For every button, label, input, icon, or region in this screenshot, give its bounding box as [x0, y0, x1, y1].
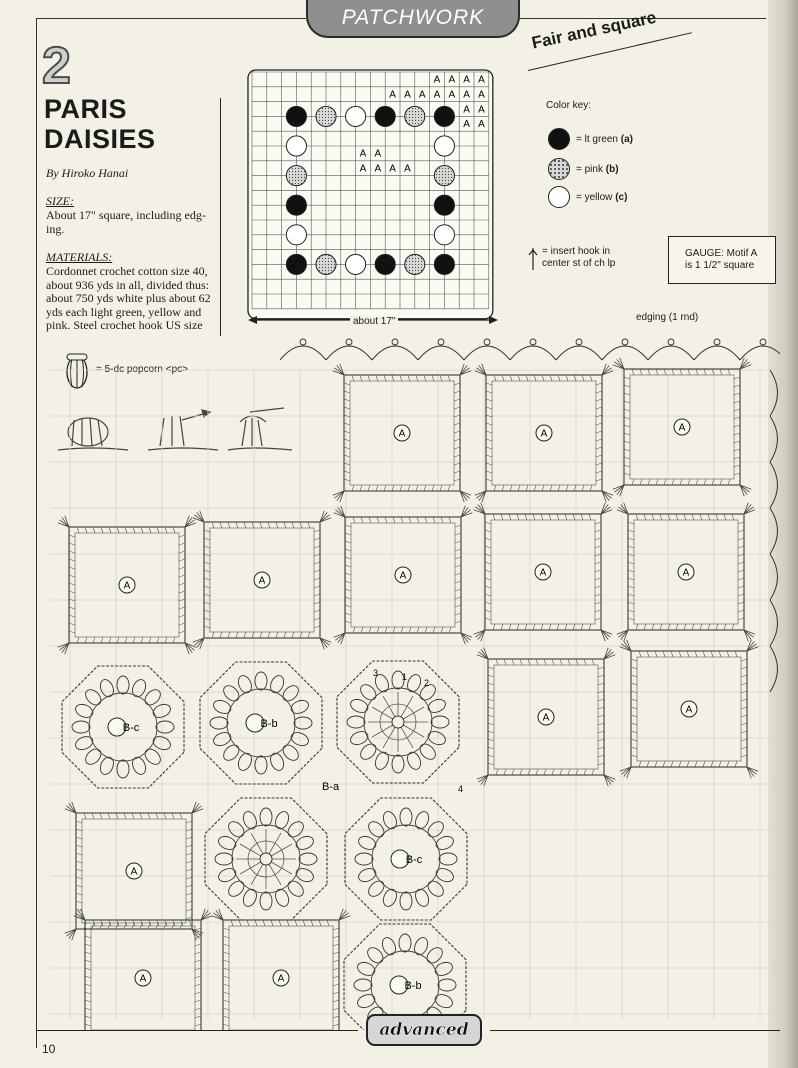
- diagram-stitch-lines: [50, 339, 780, 1020]
- color-key-item-a: [548, 128, 633, 150]
- motif-b-label: B-c: [122, 722, 140, 734]
- size-label: SIZE:: [46, 194, 74, 208]
- motif-a-label: A: [685, 704, 693, 716]
- chart-a-label: A: [463, 89, 470, 101]
- motif-a-frame: [212, 909, 350, 1030]
- placement-grid: [248, 70, 493, 319]
- chart-motif-c: [434, 225, 454, 245]
- footer-rule-left: [36, 1030, 358, 1031]
- motif-a-label: A: [540, 428, 548, 440]
- motif-a-label: A: [139, 973, 147, 985]
- gauge-box: [668, 236, 776, 284]
- color-key-text-a: = lt green: [576, 133, 618, 145]
- motif-a-label: A: [399, 570, 407, 582]
- placement-chart: [246, 68, 496, 330]
- chart-a-label: A: [478, 104, 485, 116]
- insert-hook-icon: [528, 246, 538, 272]
- chart-a-label: A: [463, 104, 470, 116]
- motif-b-flower: [205, 798, 327, 920]
- color-key-code-a: (a): [620, 133, 633, 145]
- color-key-item-c: [548, 186, 627, 208]
- chart-a-label: A: [374, 148, 382, 160]
- chart-motif-a: [286, 195, 306, 215]
- dimension-label: about 17": [350, 316, 398, 327]
- motif-a-label: A: [542, 712, 550, 724]
- motif-a-label: A: [678, 422, 686, 434]
- chart-motif-b: [286, 166, 306, 186]
- pattern-number: 2: [42, 37, 71, 95]
- chart-motif-c: [286, 225, 306, 245]
- motif-b-label: B-b: [260, 718, 278, 730]
- chart-motif-a: [434, 106, 454, 126]
- pattern-title: [44, 94, 156, 154]
- chart-a-label: A: [433, 74, 441, 86]
- motif-b-label: B-c: [405, 854, 423, 866]
- motif-b-a-label: B-a: [322, 781, 340, 793]
- chart-a-label: A: [374, 163, 382, 175]
- chart-a-label: A: [463, 119, 470, 131]
- pattern-title-line2: DAISIES: [44, 124, 156, 154]
- chart-motif-b: [405, 106, 425, 126]
- chart-motif-b: [316, 106, 336, 126]
- chart-a-label: A: [433, 89, 441, 101]
- round-number-label: 3: [373, 668, 379, 678]
- color-key-text-b: = pink: [576, 163, 603, 175]
- page-number: 10: [42, 1042, 56, 1056]
- materials-label: MATERIALS:: [46, 250, 113, 264]
- chart-motif-c: [434, 136, 454, 156]
- chart-motif-c: [286, 136, 306, 156]
- motif-a-label: A: [130, 866, 138, 878]
- round-number-label: 2: [424, 678, 430, 688]
- chart-a-label: A: [478, 119, 485, 131]
- insert-hook-note: [528, 246, 615, 272]
- column-divider: [220, 98, 221, 336]
- chart-motif-a: [286, 106, 306, 126]
- motif-b-label: B-b: [404, 980, 422, 992]
- chart-a-label: A: [359, 163, 367, 175]
- chart-motif-b: [405, 254, 425, 274]
- chart-motif-b: [316, 254, 336, 274]
- round-number-label: 1: [402, 672, 408, 682]
- designer-byline: By Hiroko Hanai: [46, 166, 129, 180]
- chart-a-label: A: [404, 163, 411, 175]
- section-banner: PATCHWORK: [306, 0, 520, 38]
- chart-a-label: A: [478, 74, 485, 86]
- motif-b-flower: [337, 661, 459, 783]
- insert-hook-line2: center st of ch lp: [542, 258, 616, 269]
- chart-a-label: A: [463, 74, 470, 86]
- motif-a-group: [58, 358, 758, 1030]
- motif-a-label: A: [123, 580, 131, 592]
- pattern-title-line1: PARIS: [44, 94, 128, 124]
- popcorn-legend-label: = 5-dc popcorn <pc>: [96, 364, 189, 375]
- round-number-label: 4: [458, 784, 464, 794]
- chart-a-label: A: [448, 89, 456, 101]
- header-rule-left: [36, 18, 306, 19]
- motif-a-frame: [74, 909, 212, 1030]
- motif-a-label: A: [682, 567, 690, 579]
- color-key-title: Color key:: [546, 100, 592, 111]
- motif-a-label: A: [277, 973, 285, 985]
- chart-a-label: A: [359, 148, 367, 160]
- chart-motif-c: [346, 106, 366, 126]
- materials-text: Cordonnet crochet cotton size 40, about 936 yds in all, divided thus: about 750 yds white plus about 62 yds each light green, yellow and pink. Steel crochet hook US size: [46, 264, 211, 332]
- section-subtitle: Fair and square: [530, 7, 658, 53]
- motif-a-label: A: [398, 428, 406, 440]
- color-key-text-c: = yellow: [576, 191, 613, 203]
- chart-a-label: A: [448, 74, 456, 86]
- footer-rule-right: [490, 1030, 780, 1031]
- green-swatch-icon: [548, 128, 570, 150]
- chart-a-label: A: [418, 89, 426, 101]
- gauge-line2: is 1 1/2" square: [685, 260, 755, 271]
- color-key-code-b: (b): [605, 163, 619, 175]
- size-text: About 17" square, including edg-ing.: [46, 208, 206, 236]
- page-frame-left: [36, 18, 37, 1048]
- chart-motif-a: [375, 254, 395, 274]
- chart-motif-a: [434, 254, 454, 274]
- chart-motif-a: [286, 254, 306, 274]
- size-section: [46, 194, 214, 236]
- color-key-code-c: (c): [615, 191, 628, 203]
- chart-motif-c: [346, 254, 366, 274]
- edging-label: edging (1 rnd): [636, 312, 699, 323]
- insert-hook-line1: = insert hook in: [542, 246, 611, 257]
- color-key-item-b: [548, 158, 619, 180]
- chart-a-label: A: [389, 89, 396, 101]
- chart-motif-b: [434, 166, 454, 186]
- chart-motif-a: [375, 106, 395, 126]
- materials-section: [46, 250, 214, 333]
- crochet-diagram: [40, 330, 780, 1030]
- motif-a-label: A: [539, 567, 547, 579]
- gauge-line1: GAUGE: Motif A: [685, 248, 758, 259]
- chart-motif-a: [434, 195, 454, 215]
- chart-a-label: A: [389, 163, 396, 175]
- motif-b-group: [62, 661, 467, 1030]
- skill-level-badge: advanced: [366, 1014, 482, 1046]
- chart-a-label: A: [478, 89, 485, 101]
- chart-a-label: A: [404, 89, 411, 101]
- yellow-swatch-icon: [548, 186, 570, 208]
- motif-a-label: A: [258, 575, 266, 587]
- pink-swatch-icon: [548, 158, 570, 180]
